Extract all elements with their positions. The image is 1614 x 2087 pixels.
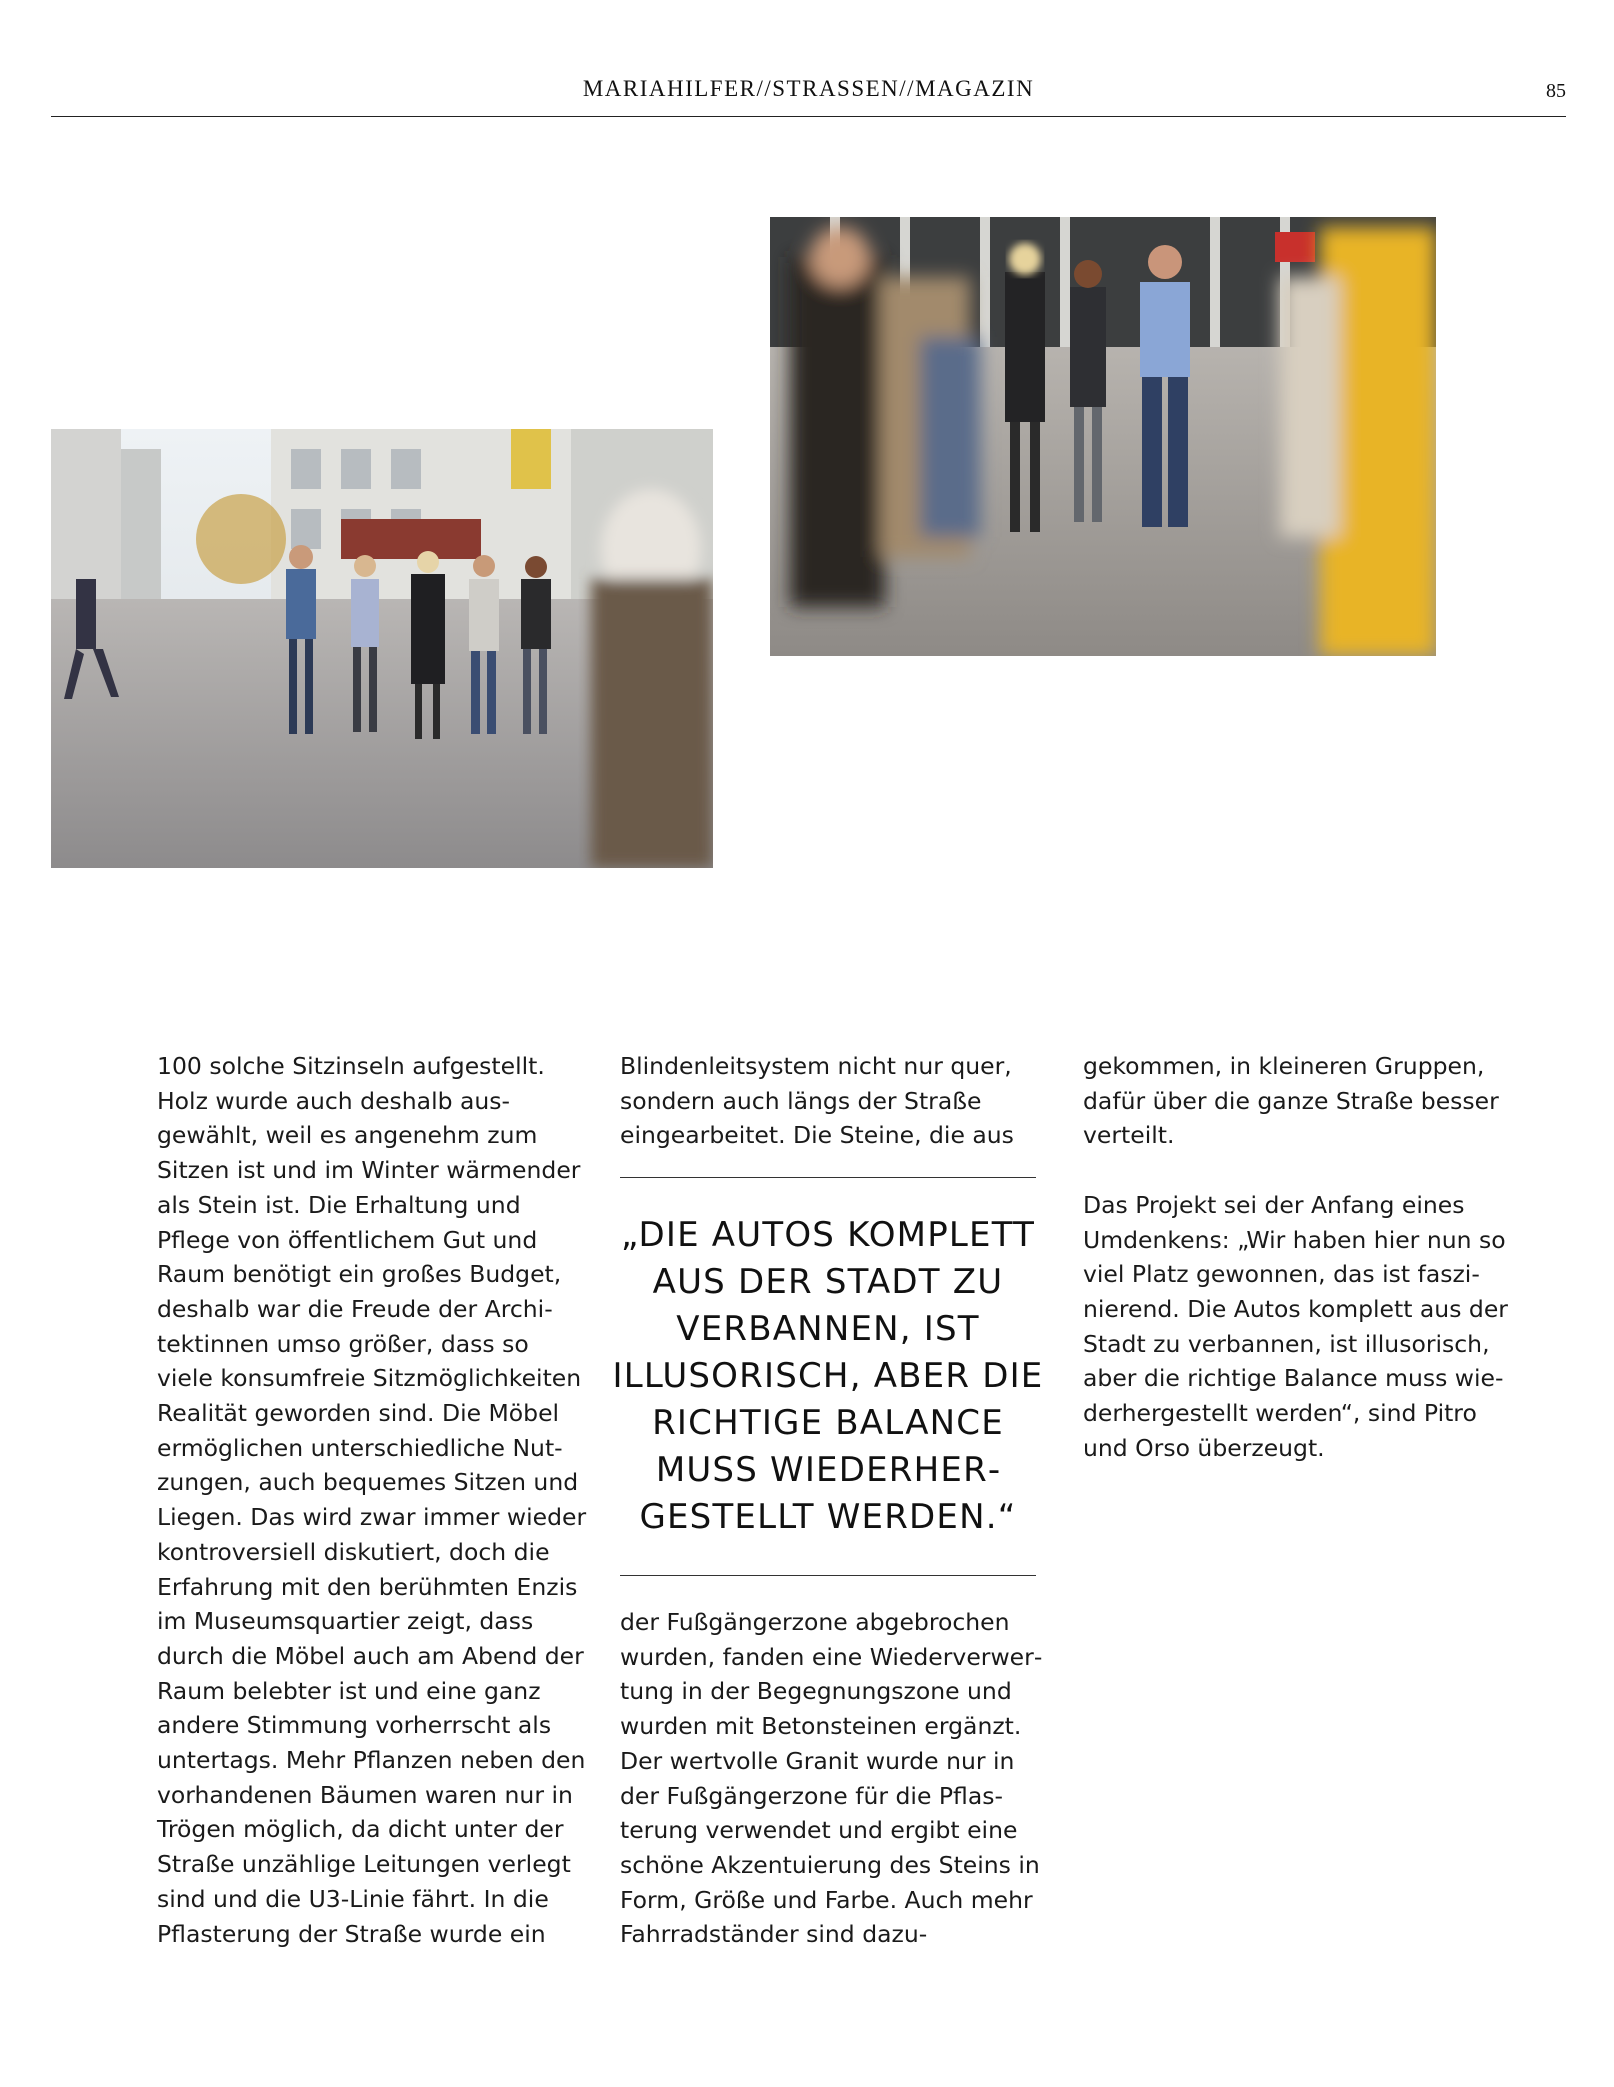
- text-column-3: [1083, 1049, 1513, 1465]
- pull-quote-rule-bottom: [620, 1575, 1036, 1576]
- street-group-photo-motion-blur-icon: [770, 217, 1436, 656]
- street-group-photo-right: [770, 217, 1436, 656]
- text-column-1: [157, 1049, 587, 1951]
- pull-quote: „DIE AUTOS KOMPLETT AUS DER STADT ZU VERBANNEN, IST ILLUSORISCH, ABER DIE RICHTIGE BALANCE MUSS WIEDERHERGESTELLT WERDEN.“: [612, 1215, 1044, 1537]
- page-number: 85: [1546, 80, 1566, 102]
- column-2-top-text: Blindenleitsystem nicht nur quer, sondern auch längs der Straße eingearbeitet. Die Steine, die aus: [620, 1052, 1014, 1150]
- pull-quote-rule-top: [620, 1177, 1036, 1178]
- street-group-photo-icon: [51, 429, 713, 868]
- column-2-bottom-text: der Fußgängerzone abgebrochen wurden, fanden eine Wiederverwertung in der Begegnungszone und wurden mit Betonsteinen ergänzt. Der wertvolle Granit wurde nur in der Fußgängerzone für die Pflasterung verwendet und ergibt eine schöne Akzentuierung des Steins in Form, Größe und Farbe. Auch mehr Fahrradständer sind dazu-: [620, 1608, 1043, 1949]
- column-3-paragraph-2: Das Projekt sei der Anfang eines Umdenkens: „Wir haben hier nun so viel Platz gewonnen, das ist faszinierend. Die Autos komplett aus der Stadt zu verbannen, ist illusorisch, aber die richtige Balance muss wiederhergestellt werden“, sind Pitro und Orso überzeugt.: [1083, 1190, 1508, 1462]
- text-column-2-top: [620, 1049, 1050, 1153]
- column-3-paragraph-1: gekommen, in kleineren Gruppen, dafür über die ganze Straße besser verteilt.: [1083, 1052, 1499, 1150]
- text-column-2-bottom: [620, 1605, 1050, 1952]
- street-group-photo-left: [51, 429, 713, 868]
- page-header: [51, 70, 1566, 117]
- magazine-title: MARIAHILFER//STRASSEN//MAGAZIN: [582, 76, 1035, 101]
- column-1-text: 100 solche Sitzinseln aufgestellt. Holz wurde auch deshalb ausgewählt, weil es angenehm zum Sitzen ist und im Winter wärmender als Stein ist. Die Erhaltung und Pflege von öffentlichem Gut und Raum benötigt ein großes Budget, deshalb war die Freude der Architektinnen umso größer, dass so viele konsumfreie Sitzmöglichkeiten Realität geworden sind. Die Möbel ermöglichen unterschiedliche Nutzungen, auch bequemes Sitzen und Liegen. Das wird zwar immer wieder kontroversiell diskutiert, doch die Erfahrung mit den berühmten Enzis im Museumsquartier zeigt, dass durch die Möbel auch am Abend der Raum belebter ist und eine ganz andere Stimmung vorherrscht als untertags. Mehr Pflanzen neben den vorhandenen Bäumen waren nur in Trögen möglich, da dicht unter der Straße unzählige Leitungen verlegt sind und die U3-Linie fährt. In die Pflasterung der Straße wurde ein: [157, 1052, 587, 1948]
